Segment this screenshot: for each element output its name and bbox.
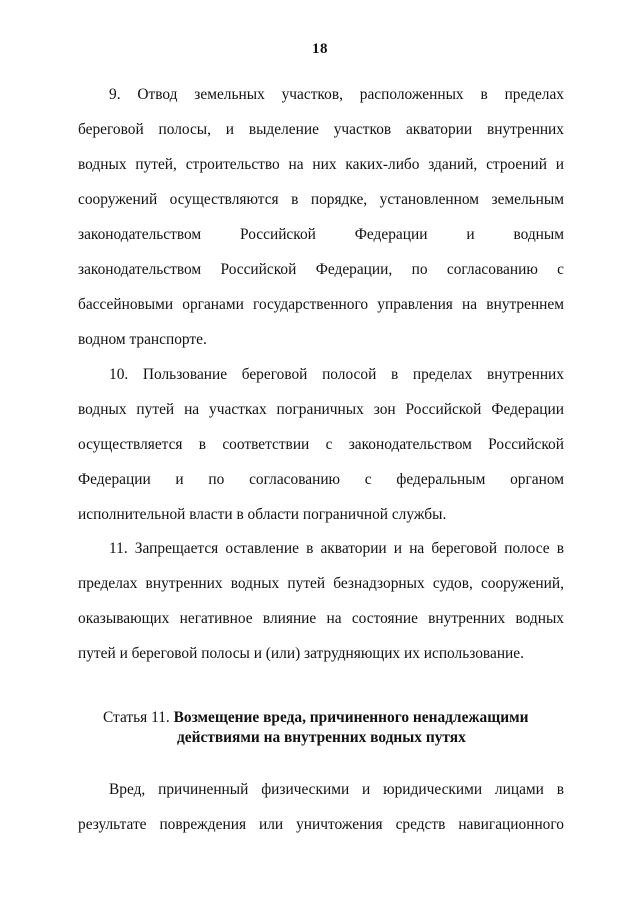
text-line: законодательством Российской Федерации, по согласованию с (78, 261, 564, 278)
text-line: оказывающих негативное влияние на состояние внутренних водных (78, 610, 564, 627)
text-line: Вред, причиненный физическими и юридическими лицами в (109, 781, 564, 798)
page-number: 18 (312, 41, 328, 57)
text-line: 10. Пользование береговой полосой в пределах внутренних (109, 366, 564, 383)
article-heading-line-1 (103, 707, 528, 729)
text-line: законодательством Российской Федерации и водным (78, 226, 564, 243)
text-line: береговой полосы, и выделение участков акватории внутренних (78, 121, 564, 138)
text-line: водном транспорте. (78, 331, 207, 348)
text-line: результате повреждения или уничтожения средств навигационного (78, 816, 564, 833)
text-line: осуществляется в соответствии с законодательством Российской (78, 436, 564, 453)
text-line: исполнительной власти в области пограничной службы. (78, 506, 447, 523)
text-line: водных путей на участках пограничных зон Российской Федерации (78, 401, 564, 418)
text-line: пределах внутренних водных путей безнадзорных судов, сооружений, (78, 575, 564, 592)
text-line: путей и береговой полосы и (или) затрудняющих их использование. (78, 645, 524, 662)
text-line: водных путей, строительство на них каких-либо зданий, строений и (78, 156, 564, 173)
article-title: Возмещение вреда, причиненного ненадлежащими (173, 709, 529, 726)
text-line: 9. Отвод земельных участков, расположенных в пределах (109, 86, 564, 103)
text-line: сооружений осуществляются в порядке, установленном земельным (78, 191, 564, 208)
article-heading-line-2: действиями на внутренних водных путях (177, 729, 466, 746)
text-line: бассейновыми органами государственного управления на внутреннем (78, 296, 564, 313)
text-line: Федерации и по согласованию с федеральным органом (78, 471, 564, 488)
text-line: 11. Запрещается оставление в акватории и на береговой полосе в (109, 540, 564, 557)
article-number: Статья 11. (103, 709, 170, 726)
